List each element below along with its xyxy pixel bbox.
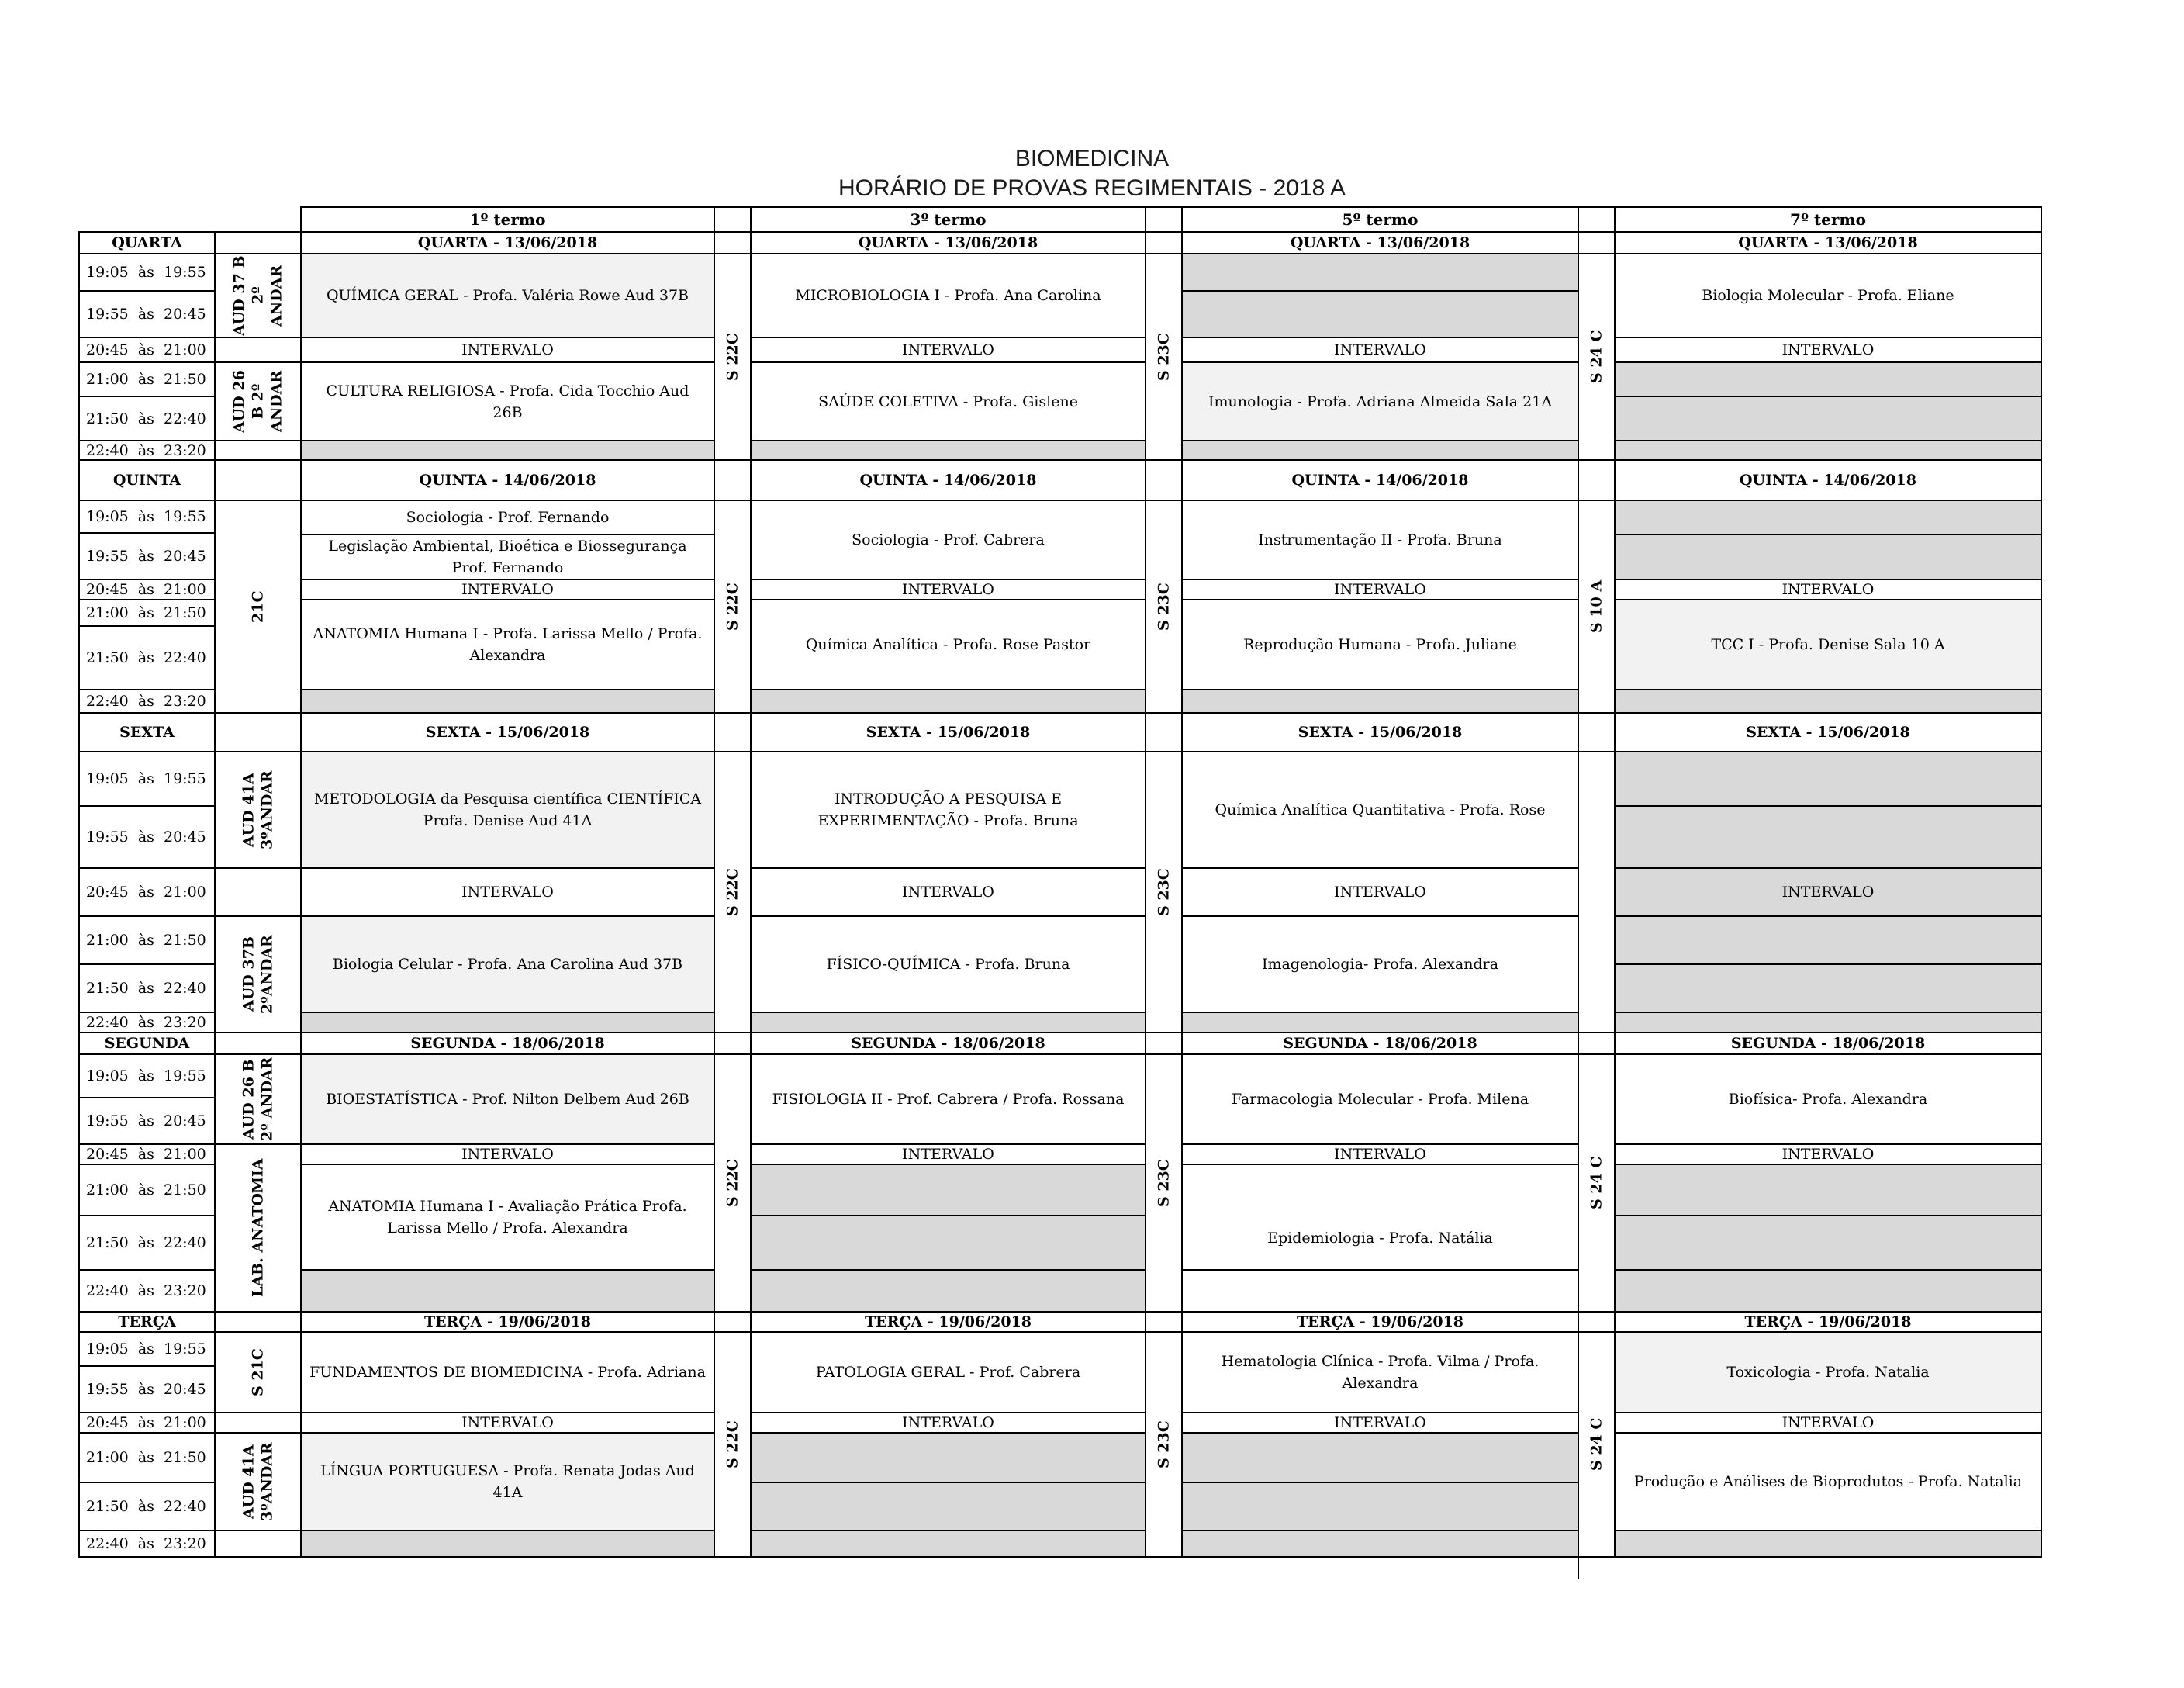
- exam-entry: Sociologia - Prof. Cabrera: [750, 500, 1146, 580]
- time-slot: 21:00 às 21:50: [78, 361, 216, 397]
- room-spacer: [214, 1032, 302, 1055]
- time-slot: 22:40 às 23:20: [78, 1012, 216, 1033]
- time-slot: 22:40 às 23:20: [78, 1269, 216, 1313]
- empty-slot: [1614, 689, 2042, 714]
- empty-slot: [300, 689, 715, 714]
- interval-label: INTERVALO: [1181, 1412, 1579, 1434]
- exam-entry: PATOLOGIA GERAL - Prof. Cabrera: [750, 1331, 1146, 1413]
- time-slot: 21:00 às 21:50: [78, 915, 216, 965]
- room-spacer: [214, 867, 302, 917]
- room-spacer: [214, 1530, 302, 1558]
- day-date: QUARTA - 13/06/2018: [1181, 231, 1579, 254]
- header-spacer: [1578, 206, 1616, 233]
- empty-slot: [1614, 751, 2042, 807]
- exam-entry: FUNDAMENTOS DE BIOMEDICINA - Profa. Adriana: [300, 1331, 715, 1413]
- interval-label: INTERVALO: [750, 1412, 1146, 1434]
- day-date: TERÇA - 19/06/2018: [1614, 1311, 2042, 1333]
- exam-entry: BIOESTATÍSTICA - Prof. Nilton Delbem Aud 26B: [300, 1053, 715, 1145]
- exam-entry: Reprodução Humana - Profa. Juliane: [1181, 599, 1579, 690]
- time-slot: 21:50 às 22:40: [78, 396, 216, 441]
- empty-slot: [300, 440, 715, 461]
- time-slot: 21:50 às 22:40: [78, 963, 216, 1013]
- day-date: TERÇA - 19/06/2018: [1181, 1311, 1579, 1333]
- interval-label: INTERVALO: [1614, 1412, 2042, 1434]
- empty-slot: [1614, 534, 2042, 580]
- day-date: QUINTA - 14/06/2018: [1181, 459, 1579, 501]
- room-label: S 23C: [1145, 253, 1183, 461]
- interval-label: INTERVALO: [750, 337, 1146, 363]
- empty-slot: [300, 1012, 715, 1033]
- day-date: SEGUNDA - 18/06/2018: [750, 1032, 1146, 1055]
- term-header: 1º termo: [300, 206, 715, 233]
- room-spacer: [214, 1412, 302, 1434]
- empty-slot: [1614, 805, 2042, 869]
- exam-entry: TCC I - Profa. Denise Sala 10 A: [1614, 599, 2042, 690]
- exam-entry: Toxicologia - Profa. Natalia: [1614, 1331, 2042, 1413]
- interval-label: INTERVALO: [1614, 867, 2042, 917]
- room-spacer: [214, 337, 302, 363]
- empty-slot: [1614, 1012, 2042, 1033]
- room-label: [1578, 751, 1616, 1033]
- day-date: SEXTA - 15/06/2018: [300, 712, 715, 752]
- room-label: AUD 41A 3ºANDAR: [214, 751, 302, 869]
- table-trailing-line: [1578, 1558, 1579, 1579]
- term-header: 3º termo: [750, 206, 1146, 233]
- empty-slot: [1614, 915, 2042, 965]
- time-slot: 21:50 às 22:40: [78, 1215, 216, 1271]
- empty-slot: [750, 1164, 1146, 1216]
- room-spacer: [214, 459, 302, 501]
- room-label: S 23C: [1145, 1053, 1183, 1313]
- room-label: S 22C: [714, 253, 752, 461]
- time-slot: 21:50 às 22:40: [78, 1482, 216, 1531]
- room-label: S 22C: [714, 1331, 752, 1558]
- term-header: 5º termo: [1181, 206, 1579, 233]
- room-label: S 22C: [714, 500, 752, 714]
- interval-label: INTERVALO: [300, 337, 715, 363]
- room-label: AUD 41A 3ºANDAR: [214, 1432, 302, 1531]
- day-date: SEGUNDA - 18/06/2018: [1614, 1032, 2042, 1055]
- time-slot: 20:45 às 21:00: [78, 337, 216, 363]
- day-date: QUARTA - 13/06/2018: [750, 231, 1146, 254]
- empty-slot: [1181, 1482, 1579, 1531]
- empty-slot: [1614, 1530, 2042, 1558]
- time-slot: 20:45 às 21:00: [78, 867, 216, 917]
- exam-entry: Hematologia Clínica - Profa. Vilma / Profa. Alexandra: [1181, 1331, 1579, 1413]
- room-label: S 24 C: [1578, 1331, 1616, 1558]
- empty-slot: [300, 1530, 715, 1558]
- exam-entry: FÍSICO-QUÍMICA - Profa. Bruna: [750, 915, 1146, 1013]
- time-slot: 19:05 às 19:55: [78, 1053, 216, 1098]
- room-label: AUD 37B 2ºANDAR: [214, 915, 302, 1033]
- interval-label: INTERVALO: [300, 867, 715, 917]
- time-slot: 21:50 às 22:40: [78, 625, 216, 690]
- exam-entry: Instrumentação II - Profa. Bruna: [1181, 500, 1579, 580]
- exam-entry: Imagenologia- Profa. Alexandra: [1181, 915, 1579, 1013]
- room-label: S 23C: [1145, 751, 1183, 1033]
- interval-label: INTERVALO: [1181, 1143, 1579, 1165]
- empty-slot: [1181, 253, 1579, 292]
- empty-slot: [1181, 440, 1579, 461]
- room-spacer: [214, 440, 302, 461]
- exam-entry: ANATOMIA Humana I - Avaliação Prática Profa. Larissa Mello / Profa. Alexandra: [300, 1164, 715, 1271]
- room-label: S 23C: [1145, 1331, 1183, 1558]
- interval-label: INTERVALO: [1181, 579, 1579, 600]
- empty-slot: [750, 1269, 1146, 1313]
- empty-slot: [1614, 396, 2042, 441]
- time-slot: 20:45 às 21:00: [78, 1412, 216, 1434]
- exam-entry: Química Analítica - Profa. Rose Pastor: [750, 599, 1146, 690]
- room-label: AUD 26 B 2º ANDAR: [214, 361, 302, 441]
- empty-slot: [750, 1012, 1146, 1033]
- empty-slot: [750, 1482, 1146, 1531]
- day-date: TERÇA - 19/06/2018: [300, 1311, 715, 1333]
- interval-label: INTERVALO: [750, 867, 1146, 917]
- exam-entry: METODOLOGIA da Pesquisa científica CIENTÍFICA Profa. Denise Aud 41A: [300, 751, 715, 869]
- header-spacer: [1145, 206, 1183, 233]
- exam-entry: Produção e Análises de Bioprodutos - Profa. Natalia: [1614, 1432, 2042, 1531]
- day-date: TERÇA - 19/06/2018: [750, 1311, 1146, 1333]
- interval-label: INTERVALO: [1614, 1143, 2042, 1165]
- exam-entry: INTRODUÇÃO A PESQUISA E EXPERIMENTAÇÃO - Profa. Bruna: [750, 751, 1146, 869]
- interval-label: INTERVALO: [750, 1143, 1146, 1165]
- room-spacer: [214, 712, 302, 752]
- day-date: QUINTA - 14/06/2018: [1614, 459, 2042, 501]
- time-slot: 19:05 às 19:55: [78, 500, 216, 534]
- empty-slot: [1614, 361, 2042, 397]
- exam-entry: ANATOMIA Humana I - Profa. Larissa Mello / Profa. Alexandra: [300, 599, 715, 690]
- empty-slot: [1181, 689, 1579, 714]
- interval-label: INTERVALO: [1614, 579, 2042, 600]
- time-slot: 19:55 às 20:45: [78, 290, 216, 338]
- time-slot: 19:05 às 19:55: [78, 253, 216, 292]
- interval-label: INTERVALO: [300, 1143, 715, 1165]
- day-date: QUARTA - 13/06/2018: [300, 231, 715, 254]
- document-title: BIOMEDICINA: [1014, 146, 1170, 171]
- exam-entry: SAÚDE COLETIVA - Profa. Gislene: [750, 361, 1146, 441]
- time-slot: 21:00 às 21:50: [78, 1432, 216, 1483]
- time-slot: 19:55 às 20:45: [78, 805, 216, 869]
- exam-entry: MICROBIOLOGIA I - Profa. Ana Carolina: [750, 253, 1146, 338]
- day-date: SEXTA - 15/06/2018: [750, 712, 1146, 752]
- empty-slot: [750, 1215, 1146, 1271]
- empty-slot: [1614, 1269, 2042, 1313]
- term-header: 7º termo: [1614, 206, 2042, 233]
- time-slot: 22:40 às 23:20: [78, 689, 216, 714]
- interval-label: INTERVALO: [300, 579, 715, 600]
- day-date: QUARTA - 13/06/2018: [1614, 231, 2042, 254]
- exam-entry: FISIOLOGIA II - Prof. Cabrera / Profa. Rossana: [750, 1053, 1146, 1145]
- day-date: QUINTA - 14/06/2018: [300, 459, 715, 501]
- exam-entry: Legislação Ambiental, Bioética e Biossegurança Prof. Fernando: [300, 534, 715, 580]
- exam-entry: Química Analítica Quantitativa - Profa. Rose: [1181, 751, 1579, 869]
- exam-entry: Biologia Molecular - Profa. Eliane: [1614, 253, 2042, 338]
- day-label: TERÇA: [78, 1311, 216, 1333]
- time-slot: 21:00 às 21:50: [78, 599, 216, 627]
- room-spacer: [214, 231, 302, 254]
- interval-label: INTERVALO: [750, 579, 1146, 600]
- time-slot: 22:40 às 23:20: [78, 1530, 216, 1558]
- empty-slot: [750, 440, 1146, 461]
- empty-slot: [1614, 1164, 2042, 1216]
- room-label: S 23C: [1145, 500, 1183, 714]
- day-label: SEXTA: [78, 712, 216, 752]
- interval-label: INTERVALO: [1614, 337, 2042, 363]
- exam-entry: Biofísica- Profa. Alexandra: [1614, 1053, 2042, 1145]
- empty-slot: [1614, 963, 2042, 1013]
- time-slot: 19:05 às 19:55: [78, 751, 216, 807]
- exam-entry: CULTURA RELIGIOSA - Profa. Cida Tocchio Aud 26B: [300, 361, 715, 441]
- time-slot: 19:55 às 20:45: [78, 1365, 216, 1413]
- exam-entry: Epidemiologia - Profa. Natália: [1181, 1164, 1579, 1313]
- header-spacer: [714, 206, 752, 233]
- room-label: S 21C: [214, 1331, 302, 1413]
- day-date: SEXTA - 15/06/2018: [1614, 712, 2042, 752]
- empty-slot: [750, 1432, 1146, 1483]
- interval-label: INTERVALO: [300, 1412, 715, 1434]
- interval-label: INTERVALO: [1181, 337, 1579, 363]
- room-label: S 24 C: [1578, 1053, 1616, 1313]
- document-subtitle: HORÁRIO DE PROVAS REGIMENTAIS - 2018 A: [838, 175, 1346, 201]
- empty-slot: [1614, 500, 2042, 535]
- exam-entry: Imunologia - Profa. Adriana Almeida Sala 21A: [1181, 361, 1579, 441]
- exam-entry: LÍNGUA PORTUGUESA - Profa. Renata Jodas Aud 41A: [300, 1432, 715, 1531]
- room-label: S 10 A: [1578, 500, 1616, 714]
- empty-slot: [1181, 290, 1579, 338]
- day-label: SEGUNDA: [78, 1032, 216, 1055]
- room-label: 21C: [214, 500, 302, 714]
- empty-slot: [1181, 1012, 1579, 1033]
- day-date: QUINTA - 14/06/2018: [750, 459, 1146, 501]
- day-date: SEGUNDA - 18/06/2018: [1181, 1032, 1579, 1055]
- time-slot: 20:45 às 21:00: [78, 1143, 216, 1165]
- interval-label: INTERVALO: [1181, 867, 1579, 917]
- room-label: AUD 26 B 2º ANDAR: [214, 1053, 302, 1145]
- exam-entry: Biologia Celular - Profa. Ana Carolina Aud 37B: [300, 915, 715, 1013]
- empty-slot: [1614, 1215, 2042, 1271]
- room-label: S 22C: [714, 1053, 752, 1313]
- room-label: S 22C: [714, 751, 752, 1033]
- room-label: S 24 C: [1578, 253, 1616, 461]
- day-date: SEGUNDA - 18/06/2018: [300, 1032, 715, 1055]
- room-spacer: [214, 1311, 302, 1333]
- empty-slot: [300, 1269, 715, 1313]
- time-slot: 19:05 às 19:55: [78, 1331, 216, 1367]
- empty-slot: [1614, 440, 2042, 461]
- exam-entry: Sociologia - Prof. Fernando: [300, 500, 715, 535]
- day-label: QUINTA: [78, 459, 216, 501]
- day-date: SEXTA - 15/06/2018: [1181, 712, 1579, 752]
- room-label: AUD 37 B 2º ANDAR: [214, 253, 302, 338]
- empty-slot: [750, 689, 1146, 714]
- day-label: QUARTA: [78, 231, 216, 254]
- exam-entry: Farmacologia Molecular - Profa. Milena: [1181, 1053, 1579, 1145]
- time-slot: 20:45 às 21:00: [78, 579, 216, 600]
- exam-entry: QUÍMICA GERAL - Profa. Valéria Rowe Aud 37B: [300, 253, 715, 338]
- empty-slot: [1181, 1530, 1579, 1558]
- empty-slot: [1181, 1432, 1579, 1483]
- time-slot: 22:40 às 23:20: [78, 440, 216, 461]
- time-slot: 19:55 às 20:45: [78, 532, 216, 580]
- time-slot: 19:55 às 20:45: [78, 1097, 216, 1145]
- room-label: LAB. ANATOMIA: [214, 1143, 302, 1313]
- empty-slot: [750, 1530, 1146, 1558]
- time-slot: 21:00 às 21:50: [78, 1164, 216, 1216]
